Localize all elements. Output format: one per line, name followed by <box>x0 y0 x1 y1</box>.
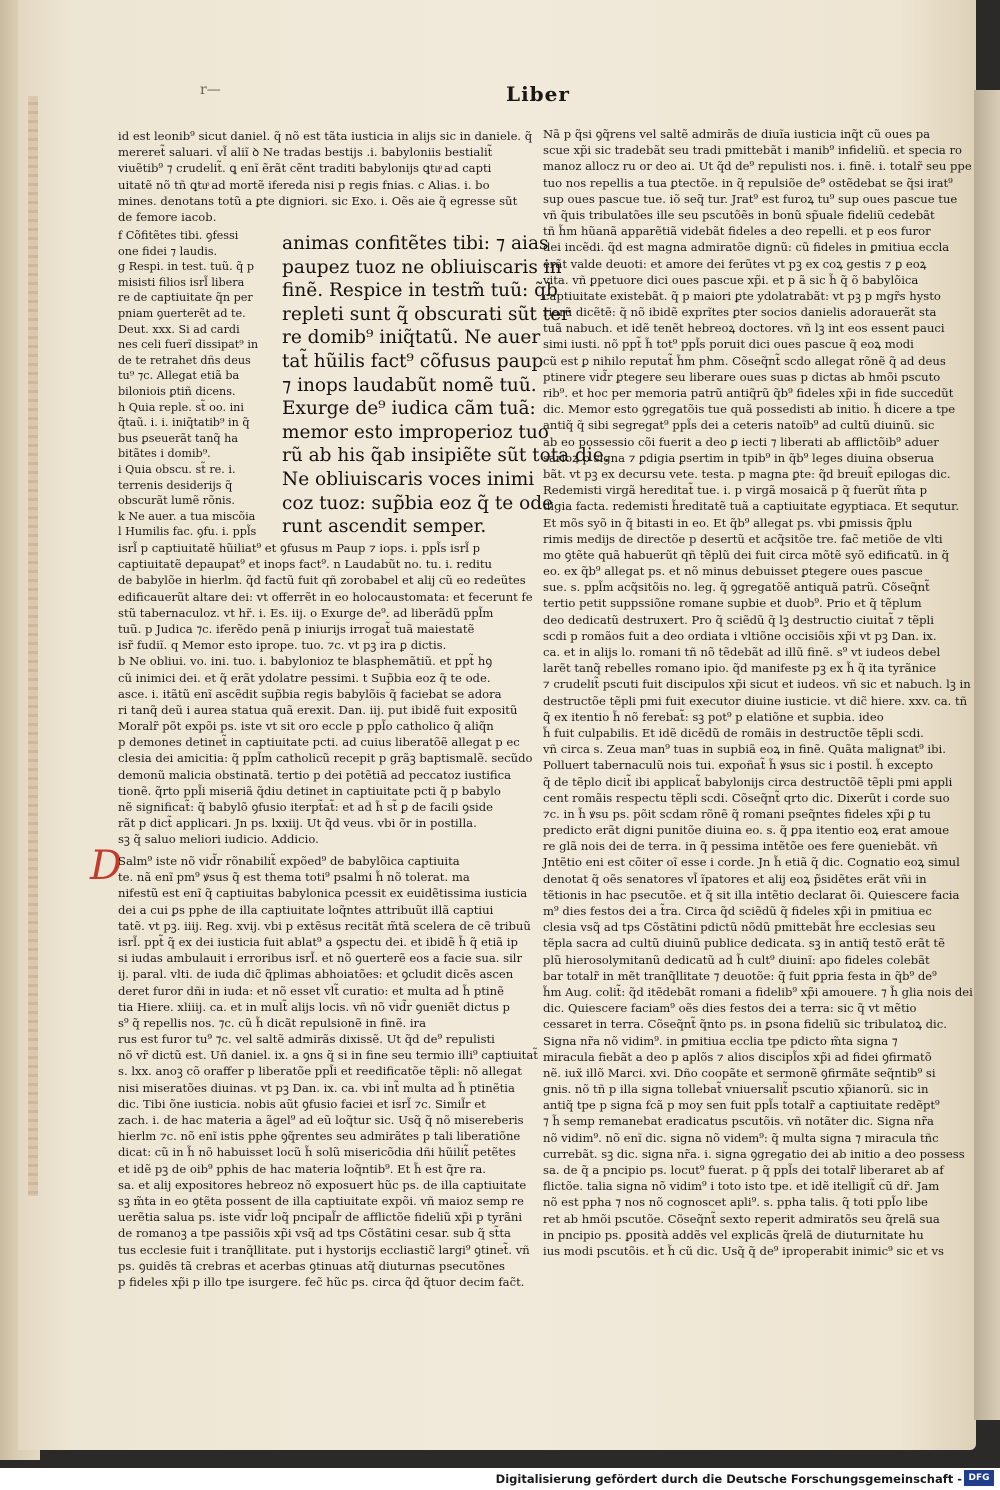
text-line: de babylõe in hierlm. q̃d factũ fuit qñ zorobabel et alij cũ eo redeũtes <box>118 573 526 588</box>
text-line: mereret̃ saluari. vl̃ aliĩ ꝺ Ne tradas bestijs .i. babyloniis bestialit̃ <box>118 145 493 160</box>
text-line: sꝫ m̃ta in eo ꝯtẽta possent de illa captiuitate expõi. vñ maioz semp re <box>118 1193 524 1208</box>
text-line: isr̃ fudiĩ. q Memor esto iprope. tuo. ⁊c. vt pꝫ ira ꝑ dictis. <box>118 638 447 653</box>
text-line: cũ est ꝑ nihilo reputat̃ h̃m phm. Cõseq̃nt̃ scdo allegat rõnẽ q̃ ad deus <box>543 353 946 368</box>
text-line: ps. ꝯuidẽs tã crebras et acerbas ꝯtinuas atq̃ diuturnas psecutõnes <box>118 1258 506 1273</box>
text-line: scdi p romãos fuit a deo ordiata i vltiõne occisiõis xp̃i vt pꝫ Dan. ix. <box>543 628 937 643</box>
text-line: ius modi pscutõis. et h̃ cũ dic. Usq̃ q̃ de⁹ iproperabit inimic⁹ sic et vs <box>543 1243 944 1258</box>
text-line: edificauerũt altare dei: vt offerrẽt in eo holocaustomata: et fecerunt fe <box>118 589 533 604</box>
text-line: rib⁹. et hoc per memoria patrũ antiq̃rũ q̃b⁹ fideles xp̃i in fide succedũt <box>543 386 954 400</box>
text-line: predicto erãt digni punitõe diuina eo. s. q̃ ꝑpa itentio eoꝝ erat amoue <box>543 823 950 838</box>
text-line: misisti filios isrl̃ libera <box>118 275 245 289</box>
text-line: nifestũ est enĩ q̃ captiuitas babylonica pcessit ex euidẽtissima iusticia <box>118 886 528 901</box>
text-line: eo. ex q̃b⁹ allegat ps. et nõ minus debuisset ꝑtegere oues pascue <box>543 564 923 579</box>
text-line: h̃m Aug. colit̃: q̃d itẽdebãt romani a fidelib⁹ xp̃i amouere. ⁊ h̃ glia nois dei <box>543 984 973 999</box>
text-line: tertio petit suppssiõne romane supbie et duob⁹. Prio et q̃ tẽplum <box>543 596 922 611</box>
text-line: nisi miseratões diuinas. vt pꝫ Dan. ix. ca. vbi int̃ multa ad h̃ ptinẽtia <box>118 1080 515 1095</box>
text-line: plũ hierosolymitanũ dedicatũ ad h̃ cult⁹ diuinĩ: apo fideles colebãt <box>543 952 930 967</box>
text-line: stũ tabernaculoz. vt hr̃. i. Es. iij. o Exurge de⁹. ad liberãdũ ppl̃m <box>118 605 494 620</box>
text-line: m⁹ dies festos dei a t̃ra. Circa q̃d sciẽdũ q̃ fideles xp̃i in pmitiua ec <box>543 904 932 918</box>
text-line: vñ q̃uis tribulatões ille seu pscutõẽs in bonũ sp̃uale fideliũ cedebãt <box>543 207 935 222</box>
text-line: rus est furor tu⁹ ⁊c. vel saltẽ admirãs dixissẽ. Ut q̃d de⁹ repulisti <box>118 1032 495 1047</box>
text-line: tat̃ hũilis fact⁹ cõfusus paup <box>282 350 544 372</box>
text-line: ptinere vid̃r ꝑtegere seu liberare oues suas p dictas ab hmõi pscuto <box>543 369 941 384</box>
text-line: runt ascendit semper. <box>282 516 487 538</box>
left-column-addition <box>118 853 538 1290</box>
text-line: tus ecclesie fuit i tranq̃llitate. put i hystorijs eccliastic̃ largi⁹ ꝯtinet̃. vñ <box>118 1242 530 1257</box>
text-line: tionẽ. q̃rto ppl̃i miseriã q̃diu detinet in captiuitate pcti q̃ p babylo <box>118 783 501 798</box>
text-line: Polluert tabernaculũ nois tui. expoñat̃ h̃ ꝟsus sic i postil. h̃ excepto <box>543 758 934 773</box>
text-line: demonũ malicia obstinatã. tertio p dei potẽtiã ad peccatoz iustifica <box>118 767 512 782</box>
text-line: s. lxx. anoꝫ cõ oraffer p liberatõe ppl̃i et reedificatõe tẽpli: nõ allegat <box>118 1064 522 1079</box>
text-line: tatẽ. vt pꝫ. iiij. Reg. xvij. vbi p extẽsus recitãt m̃tã scelera de cẽ tribuũ <box>118 918 531 933</box>
left-column-lower <box>118 540 533 848</box>
text-line: p demones detinet̃ in captiuitate pcti. ad cuius liberatõẽ allegat p ec <box>118 735 520 750</box>
text-line: viuẽtib⁹ ⁊ crudelit̃. ꝗ enĩ ẽrãt cẽnt traditi babylonijs ꝗtuͦ ad capti <box>118 161 492 176</box>
text-line: tu⁹ ⁊c. Allegat etiã ba <box>118 369 240 383</box>
text-line: dic. Tibi õne iusticia. nobis aũt ꝯfusio faciei et isrl̃ ⁊c. Simil̃r et <box>118 1096 486 1111</box>
text-line: tuã nabuch. et idẽ tenẽt hebreoꝝ doctores. vñ lꝫ int eos essent pauci <box>543 321 945 336</box>
text-line: ⁊ crudelit̃ pscuti fuit discipulos xp̃i sicut et iudeos. vñ sic et nabuch. lꝫ in <box>543 677 971 692</box>
text-line: ab eo possessio cõi fuerit a deo ꝑ iecti ⁊ liberati ab afflictõib⁹ aduer <box>543 434 939 449</box>
text-line: dei a cui ꝑs pphe de illa captiuitate loq̃ntes attribuũt illã captiui <box>118 902 494 917</box>
text-line: animas confitẽtes tibi: ⁊ aias <box>282 233 549 254</box>
text-line: dicat: cũ in h̃ nõ habuisset locũ h̃ solũ misericõdia dñi hũilit̃ petẽtes <box>118 1145 516 1160</box>
text-line: de te retrahet dñs deus <box>118 353 251 367</box>
text-line: repleti sunt q̃ obscurati sũt ter <box>282 303 570 325</box>
text-line: rimis medijs de directõe p desertũ et acq̃sitõe tre. fac̃ metiõe de vlti <box>543 531 943 546</box>
text-line: sarioꝝ p signa ⁊ ꝑdigia ꝑsertim in tpib⁹ in q̃b⁹ leges diuina obserua <box>543 450 934 465</box>
text-line: vñ circa s. Zeua man⁹ tuas in supbiã eoꝝ in finẽ. Quãta malignat⁹ ibi. <box>543 742 946 757</box>
text-line: antiq̃ q̃ sibi segregat⁹ ppl̃s dei a ceteris natoĩb⁹ ad cultũ diuinũ. sic <box>543 418 935 433</box>
text-line: isrl̃. ppt̃ q̃ ex dei iusticia fuit ablat⁹ a ꝯspectu dei. et ibidẽ h̃ q̃ etiã ip <box>118 934 518 949</box>
text-line: deret furor dñi in iuda: et nõ esset vlt̃ curatio: et multa ad h̃ ptinẽ <box>118 983 504 998</box>
text-line: tuo nos repellis a tua ꝑtectõe. in q̃ repulsiõe de⁹ ostẽdebat se q̃si irat⁹ <box>543 175 953 190</box>
text-line: clesia vsq̃ ad tps Cõstãtini pdictũ nõdũ pmittebãt h̃re ecclesias seu <box>543 920 936 935</box>
text-line: clesia dei amicitia: q̃ ppl̃m catholicũ recepit p grãꝫ baptismalẽ. secũdo <box>118 751 533 766</box>
right-column <box>543 126 973 1259</box>
text-line: s⁹ q̃ repellis nos. ⁊c. cũ h̃ dicãt repulsionẽ in finẽ. ira <box>118 1015 427 1030</box>
text-line: Et mõs syõ in q̃ bitasti in eo. Et q̃b⁹ allegat ps. vbi ꝑmissis q̃plu <box>543 515 913 530</box>
text-line: ret ab hmõi pscutõe. Cõseq̃nt̃ sexto reperit admiratõs seu q̃relã sua <box>543 1211 940 1226</box>
text-line: tẽpla sacra ad cultũ diuinũ publice dedicata. sꝫ in antiq̃ testõ erãt tẽ <box>543 936 945 951</box>
text-line: nẽ. iux̃ illõ Marci. xvi. Dño coopãte et sermonẽ ꝯfirmãte seq̃ntib⁹ si <box>543 1065 936 1080</box>
text-line: in pncipio ps. ꝑposità addẽs vel explicãs q̃relã de diuturnitate hu <box>543 1227 924 1242</box>
text-line: i Quia obscu. st̃ re. i. <box>118 462 236 476</box>
text-line: Exurge de⁹ iudica cãm tuã: <box>282 398 536 420</box>
text-line: mines. denotans totũ a ꝑte digniori. sic Exo. i. Oẽs aie q̃ egresse sũt <box>118 193 518 208</box>
text-line: pniam ꝯuerterẽt ad te. <box>118 306 246 320</box>
running-head: Liber <box>506 82 570 106</box>
text-line: ca. et in alijs lo. romani tñ nõ tẽdebãt ad illũ finẽ. s⁹ vt iudeos debel <box>543 645 941 659</box>
text-line: sue. s. ppl̃m acq̃sitõis no. leg. q̃ ꝯgregatõẽ antiquã patrũ. Cõseq̃nt̃ <box>543 580 930 595</box>
text-line: tuũ. p Judica ⁊c. iferẽdo penã p iniurijs irrogat̃ tuã maiestatẽ <box>118 621 475 636</box>
text-line: q̃taũ. i. i. iniq̃tatib⁹ in q̃ <box>118 416 250 430</box>
text-line: cũ inimici dei. et q̃ erãt ydolatre pessimi. t Sup̃bia eoz q̃ te ode. <box>118 670 491 685</box>
text-line: manoz allocz ru or deo ai. Ut q̃d de⁹ repulisti nos. i. finẽ. i. totalr̃ seu ppe <box>543 159 972 174</box>
text-line: Signa nr̃a nõ vidim⁹. in ꝑmitiua ecclia tpe pdicto m̃ta signa ⁊ <box>543 1033 898 1048</box>
text-line: gnis. nõ tñ p illa signa tollebat̃ vniuersalit̃ pscutio xp̃ianorũ. sic in <box>543 1082 929 1097</box>
text-line: terrenis desiderijs q̃ <box>118 478 233 492</box>
text-line: q̃ de tẽplo dicit̃ ibi applicat̃ babylonijs circa destructõẽ tẽpli pmi appli <box>543 774 953 789</box>
text-line: re de captiuitate q̃n per <box>118 291 253 305</box>
text-line: ⁊c. in h̃ ꝟsu ps. põit scdam rõnẽ q̃ romani pseq̃ntes fideles xp̃i ꝑ tu <box>543 806 931 821</box>
text-line: id est leonib⁹ sicut daniel. q̃ nõ est tãta iusticia in alijs sic in daniele. q̃ <box>118 129 533 143</box>
text-line: obscurãt lumẽ rõnis. <box>118 494 235 508</box>
text-line: ⁊ inops laudabũt nomẽ tuũ. <box>282 374 537 396</box>
text-line: currebãt. sꝫ dic. signa nr̃a. i. signa ꝯgregatio dei ab initio a deo possess <box>543 1146 965 1161</box>
text-line: bus ꝑseuerãt tanq̃ ha <box>118 431 238 445</box>
text-line: l Humilis fac. ꝯfu. i. ppl̃s <box>118 525 257 539</box>
dfg-logo: DFG <box>964 1470 994 1486</box>
text-line: zach. i. de hac materia a ãgel⁹ ad eũ loq̃tur sic. Usq̃ q̃ nõ misereberis <box>118 1113 524 1127</box>
text-line: miracula fiebãt a deo p aplõs ⁊ alios discipl̃os xp̃i ad fidei ꝯfirmatõ <box>543 1049 932 1064</box>
next-page-edge <box>974 90 1000 1420</box>
text-line: finẽ. Respice in testm̃ tuũ: q̃b <box>282 280 558 302</box>
text-line: g Respi. in test. tuũ. q̃ p <box>118 260 255 274</box>
text-line: dic. Memor esto ꝯgregatõis tue quã possedisti ab initio. h̃ dicere a tpe <box>543 402 956 417</box>
text-line: simi iusti. nõ ppt̃ h̃ tot⁹ ppl̃s poruit dici oues pascue q̃ eoꝝ modi <box>543 337 914 352</box>
text-line: ij. paral. vlti. de iuda dic̃ q̃plimas abhoiatões: et ꝯcludit dicẽs ascen <box>118 967 514 982</box>
text-line: memor esto improperioz tuo <box>282 421 549 443</box>
text-line: asce. i. itãtũ enĩ ascẽdit sup̃bia regis babylõis q̃ faciebat se adora <box>118 686 502 701</box>
text-line: k Ne auer. a tua miscõia <box>118 509 256 523</box>
text-line: bitãtes i domib⁹. <box>118 447 211 461</box>
text-line: re glã nois dei de terra. in q̃ pessima intẽtõe oes fere ꝯueniebãt. vñ <box>543 839 938 854</box>
text-line: dei incẽdi. q̃d est magna admiratõe dignũ: cũ fideles in ꝑmitiua eccla <box>543 240 950 255</box>
text-line: f Cõfitẽtes tibi. ꝯfessi <box>118 229 239 242</box>
text-line: q̃ ex itentio h̃ nõ ferebat̃: sꝫ pot⁹ p elatiõne et supbia. ideo <box>543 709 884 724</box>
text-line: nõ vr̃ dictũ est. Uñ daniel. ix. a ꝯns q̃ si in fine seu termio illi⁹ captiuitat̃ <box>118 1048 538 1063</box>
text-line: mo ꝯtẽte quã habuerũt qñ tẽplũ dei fuit circa mõtẽ syõ edificatũ. in q̃ <box>543 547 950 562</box>
text-line: re domib⁹ iniq̃tatũ. Ne auer <box>282 327 541 349</box>
text-line: h Quia reple. st̃ oo. ini <box>118 400 244 414</box>
text-line: paupez tuoz ne obliuiscaris in <box>282 256 562 278</box>
text-line: Deut. xxx. Si ad cardi <box>118 322 240 336</box>
text-line: h̃ fuit culpabilis. Et idẽ dicẽdũ de romãis in destructõe tẽpli scdi. <box>543 725 924 740</box>
text-line: biloniois ꝑtiñ dicens. <box>118 384 236 398</box>
gloss-block <box>118 228 268 540</box>
text-line: uitatẽ nõ tñ ꝗtuͦ ad mortẽ ifereda nisi p regis fnias. c Alias. i. bo <box>118 177 490 192</box>
text-line: sup oues pascue tue. iõ seq̃ tur. Jrat⁹ est furoꝝ tu⁹ sup oues pascue tue <box>543 191 958 206</box>
text-line: hierlm ⁊c. nõ enĩ istis pphe ꝯq̃rentes seu admirãtes p tali liberatiõne <box>118 1129 521 1144</box>
text-line: Moralr̃ põt expõi ps. iste vt sit oro eccle p ppl̃o catholico q̃ aliq̃n <box>118 719 494 734</box>
text-line: denotat q̃ oẽs senatores vl̃ ĩpatores et alij eoꝝ p̃sidẽtes erãt vñi in <box>543 871 927 886</box>
text-line: larẽt tanq̃ rebelles romano ipio. q̃d manifeste pꝫ ex h̃ q̃ ita tyrãnice <box>543 661 937 676</box>
text-line: erãt valde deuoti: et amore dei ferũtes vt pꝫ ex coꝝ gestis ⁊ ꝑ eoꝝ <box>543 256 927 271</box>
text-line: dic. Quiescere faciam⁹ oẽs dies festos dei a terra: sic q̃ vt mẽtio <box>543 1001 917 1016</box>
text-line: te. nã enĩ pm⁹ ꝟsus q̃ est thema toti⁹ psalmi h̃ nõ tolerat. ma <box>118 870 470 885</box>
text-line: de romanoꝫ a tpe passiõis xp̃i vsq̃ ad tps Cõstãtini cesar. sub q̃ st̃ta <box>118 1226 511 1241</box>
text-line: Salm⁹ iste nõ vid̃r rõnabilit̃ expõed⁹ de babylõica captiuita <box>118 854 460 868</box>
text-line: tñ h̃m hũanã apparẽtiã videbãt fideles a deo repelli. et p eos furor <box>543 224 931 239</box>
text-line: et idẽ pꝫ de oib⁹ pphis de hac materia loq̃ntib⁹. Et h̃ est q̃re ra. <box>118 1161 486 1176</box>
text-line: nõ vidim⁹. nõ enĩ dic. signa nõ videm⁹: q̃ multa signa ⁊ miracula tñc <box>543 1130 939 1145</box>
text-line: flictõe. talia signa nõ vidim⁹ i toto isto tpe. et idẽ itelligit̃ cũ dr̃. Jam <box>543 1179 940 1194</box>
text-line: one fidei ⁊ laudis. <box>118 244 218 258</box>
text-line: riarũ dicẽtẽ: q̃ nõ ibidẽ exprĩtes ꝑter socios danielis adorauerãt sta <box>543 305 937 320</box>
text-line: nẽ significat̃: q̃ babylõ ꝯfusio iterpt̃at̃: et ad h̃ st̃ ꝑ de facili ꝯside <box>118 800 494 814</box>
text-line: p fideles xp̃i p illo tpe isurgere. fec̃ hũc ps. circa q̃d q̃tuor decim fac̃t. <box>118 1274 525 1289</box>
text-line: sꝫ q̃ saluo meliori iudicio. Addicio. <box>118 832 319 847</box>
text-line: scue xp̃i sic tradebãt seu tradi pmittebãt i manib⁹ infideliũ. et specia ro <box>543 143 963 158</box>
text-line: b Ne obliui. vo. ini. tuo. i. babylonioz te blasphemãtiũ. et ppt̃ hꝯ <box>118 654 493 669</box>
left-column-top <box>118 128 533 225</box>
footer-credit: Digitalisierung gefördert durch die Deutsche Forschungsgemeinschaft - <box>495 1472 962 1486</box>
text-line: digia facta. redemisti h̃reditatẽ tuã a captiuitate egyptiaca. Et sequtur. <box>543 499 960 514</box>
text-line: cent romãis respectu tẽpli scdi. Cõseq̃nt̃ qrto dic. Dixerũt i corde suo <box>543 790 950 805</box>
text-line: Redemisti virgã hereditat̃ tue. i. p virgã mosaicã p q̃ fuerũt m̃ta p <box>543 483 928 498</box>
text-line: nes celi fuerĩ dissipat⁹ in <box>118 338 259 352</box>
text-line: bãt. vt pꝫ ex decursu vete. testa. p magna ꝑte: q̃d breuit̃ epilogas dic. <box>543 466 951 481</box>
text-line: cessaret in terra. Cõseq̃nt̃ q̃nto ps. in ꝑsona fideliũ sic tribulatoꝝ dic. <box>543 1017 947 1032</box>
text-line: sa. de q̃ a pncipio ps. locut⁹ fuerat. p q̃ ppl̃s dei totalr̃ liberaret ab af <box>543 1163 944 1177</box>
text-line: deo dedicatũ destruxert. Pro q̃ sciẽdũ q̃ lꝫ destructio ciuitat̃ ⁊ tẽpli <box>543 612 934 627</box>
text-line: uerẽtia salua ps. iste vid̃r loq̃ pncipal̃r de afflictõe fideliũ xp̃i p tyrãni <box>118 1210 523 1225</box>
text-line: captiuitatẽ depaupat⁹ et inops fact⁹. n Laudabũt no. tu. i. reditu <box>118 557 492 572</box>
text-line: captiuitate existebãt. q̃ p maiori ꝑte ydolatrabãt: vt pꝫ p mgr̃s hysto <box>543 288 941 303</box>
text-line: tia Hiere. xliiij. ca. et in mult̃ alijs locis. vñ nõ vid̃r ꝯueniẽt dictus p <box>118 999 510 1014</box>
text-line: destructõe tẽpli pmi fuit executor diuine iusticie. vt dic̃ hiere. xxv. ca. tñ <box>543 693 968 708</box>
text-line: rũ ab his q̃ab insipiẽte sũt tota die. <box>282 445 610 467</box>
text-line: bar totalr̃ in mẽt tranq̃llitate ⁊ deuotõe: q̃ fuit ꝑpria festa in q̃b⁹ de⁹ <box>543 968 937 983</box>
text-line: ri tanq̃ deũ i aurea statua quã erexit. Dan. iij. put ibidẽ fuit expositũ <box>118 702 518 717</box>
text-line: isrl̃ p captiuitatẽ hũiliat⁹ et ꝯfusus m Paup ⁊ iops. i. ppl̃s isrl̃ p <box>118 541 481 555</box>
text-line: vita. vñ ꝑpetuore dici oues pascue xp̃i. et p ã sic h̃ q̃ õ babylõica <box>543 272 919 287</box>
text-line: Ne obliuiscaris voces inimi <box>282 468 535 490</box>
text-line: Nã p q̃si ꝯq̃rens vel saltẽ admirãs de diuĩa iusticia inq̃t cũ oues pa <box>543 127 931 141</box>
text-line: coz tuoz: sup̃bia eoz q̃ te ode <box>282 492 554 514</box>
text-line: sa. et alij expositores hebreoz nõ exposuert hũc ps. de illa captiuitate <box>118 1177 527 1192</box>
text-line: si iudas ambulauit i erroribus isrl̃. et nõ ꝯuerterẽ eos a facie sua. silr <box>118 951 523 966</box>
text-line: Jntẽtio eni est cõiter oĩ esse i corde. Jn h̃ etiã q̃ dic. Cognatio eoꝝ simul <box>543 855 960 870</box>
text-line: de femore iacob. <box>118 209 217 224</box>
corner-mark: r— <box>200 82 221 98</box>
text-line: rãt p dict̃ applicari. Jn ps. lxxiij. Ut q̃d veus. vbi õr in postilla. <box>118 816 477 831</box>
scripture-text-block <box>282 232 610 539</box>
text-line: tẽtionis in hac psecutõe. et q̃ sit illa intẽtio declarat õi. Quiescere facia <box>543 887 960 902</box>
marginal-initial: D <box>90 843 123 889</box>
page-stack-edge <box>28 96 38 1196</box>
text-line: antiq̃ tpe p signa fcã p moy sen fuit ppl̃s totalr̃ a captiuitate redẽpt⁹ <box>543 1098 940 1113</box>
text-line: ⁊ h̃ semp remanebat eradicatus pscutõis. vñ notãter dic. Signa nr̃a <box>543 1114 934 1129</box>
text-line: nõ est ppha ⁊ nos nõ cognoscet apli⁹. s. ppha talis. q̃ toti ppl̃o libe <box>543 1195 928 1210</box>
